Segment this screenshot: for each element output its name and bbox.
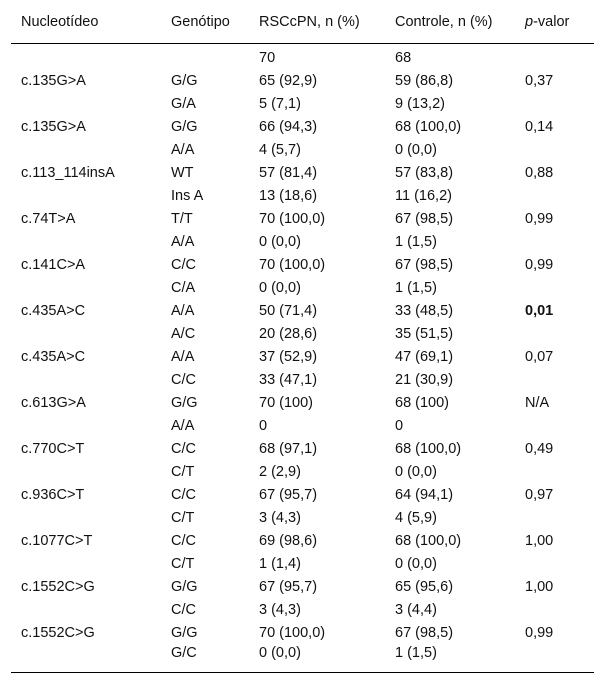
rsccpn-cell: 67 (95,7) <box>259 486 318 503</box>
p-value-cell: 0,07 <box>525 348 554 365</box>
table-row <box>11 437 594 460</box>
genotype-cell: A/A <box>171 233 195 250</box>
nucleotide-cell: c.113_114insA <box>21 164 115 181</box>
control-cell: 68 (100,0) <box>395 532 462 549</box>
genotype-cell: C/C <box>171 486 196 503</box>
table-row <box>11 552 594 575</box>
nucleotide-cell <box>11 92 161 115</box>
control-cell: 35 (51,5) <box>395 325 454 342</box>
header-rsccpn: RSCcPN, n (%) <box>249 0 385 44</box>
header-nucleotide: Nucleotídeo <box>11 0 161 44</box>
p-value-cell <box>515 644 594 673</box>
table-row <box>11 506 594 529</box>
genotype-cell: G/A <box>171 95 196 112</box>
p-value-cell <box>515 184 594 207</box>
nucleotide-cell <box>11 276 161 299</box>
table-row <box>11 138 594 161</box>
control-cell: 1 (1,5) <box>385 644 515 673</box>
nucleotide-cell <box>11 460 161 483</box>
rsccpn-cell: 0 (0,0) <box>259 233 301 250</box>
rsccpn-cell: 0 (0,0) <box>259 279 301 296</box>
control-cell: 3 (4,4) <box>395 601 437 618</box>
table-row <box>11 391 594 414</box>
nucleotide-cell <box>11 368 161 391</box>
rsccpn-cell: 4 (5,7) <box>259 141 301 158</box>
nucleotide-cell <box>11 44 161 70</box>
genotype-table <box>11 0 594 673</box>
header-row <box>11 0 594 44</box>
rsccpn-cell: 65 (92,9) <box>259 72 318 89</box>
genotype-cell: C/T <box>171 463 195 480</box>
genotype-cell: T/T <box>171 210 193 227</box>
genotype-cell: C/C <box>171 256 196 273</box>
control-cell: 57 (83,8) <box>395 164 454 181</box>
table-row <box>11 345 594 368</box>
control-cell: 68 <box>395 49 412 66</box>
control-cell: 11 (16,2) <box>395 187 452 204</box>
control-cell: 64 (94,1) <box>395 486 454 503</box>
rsccpn-cell: 70 (100) <box>259 394 314 411</box>
control-cell: 1 (1,5) <box>395 279 437 296</box>
control-cell: 68 (100,0) <box>395 440 462 457</box>
rsccpn-cell: 1 (1,4) <box>259 555 301 572</box>
p-value-cell <box>515 368 594 391</box>
p-value-cell: 0,99 <box>525 256 554 273</box>
p-value-cell <box>515 276 594 299</box>
nucleotide-cell: c.74T>A <box>21 210 76 227</box>
p-value-cell: 0,99 <box>525 210 554 227</box>
genotype-cell: A/A <box>171 348 195 365</box>
genotype-cell: Ins A <box>171 187 204 204</box>
genotype-cell: C/C <box>171 601 196 618</box>
nucleotide-cell <box>11 322 161 345</box>
rsccpn-cell: 20 (28,6) <box>259 325 318 342</box>
control-cell: 0 <box>395 417 404 434</box>
table-row <box>11 161 594 184</box>
p-value-cell <box>515 92 594 115</box>
rsccpn-cell: 37 (52,9) <box>259 348 318 365</box>
genotype-cell: G/C <box>161 644 249 673</box>
table-row <box>11 44 594 70</box>
header-genotype: Genótipo <box>161 0 249 44</box>
control-cell: 59 (86,8) <box>395 72 454 89</box>
genotype-cell: A/A <box>171 302 195 319</box>
nucleotide-cell: c.1077C>T <box>21 532 93 549</box>
rsccpn-cell: 70 (100,0) <box>259 624 326 641</box>
table-row <box>11 184 594 207</box>
control-cell: 67 (98,5) <box>395 210 454 227</box>
table-row <box>11 69 594 92</box>
nucleotide-cell <box>11 184 161 207</box>
table-row <box>11 460 594 483</box>
nucleotide-cell <box>11 230 161 253</box>
table-row <box>11 276 594 299</box>
genotype-cell: C/C <box>171 440 196 457</box>
results-table-container <box>11 0 594 673</box>
rsccpn-cell: 69 (98,6) <box>259 532 318 549</box>
control-cell: 0 (0,0) <box>395 141 437 158</box>
nucleotide-cell: c.1552C>G <box>21 578 95 595</box>
header-control: Controle, n (%) <box>385 0 515 44</box>
p-value-cell: 1,00 <box>525 578 554 595</box>
nucleotide-cell: c.141C>A <box>21 256 86 273</box>
nucleotide-cell <box>11 506 161 529</box>
rsccpn-cell: 33 (47,1) <box>259 371 318 388</box>
table-row <box>11 644 594 673</box>
table-row <box>11 207 594 230</box>
table-row <box>11 621 594 644</box>
nucleotide-cell: c.613G>A <box>21 394 86 411</box>
nucleotide-cell: c.770C>T <box>21 440 85 457</box>
genotype-cell <box>161 44 249 70</box>
genotype-cell: C/C <box>171 532 196 549</box>
nucleotide-cell: c.435A>C <box>21 348 86 365</box>
nucleotide-cell: c.135G>A <box>21 118 86 135</box>
genotype-cell: C/C <box>171 371 196 388</box>
rsccpn-cell: 0 <box>259 417 268 434</box>
table-row <box>11 92 594 115</box>
control-cell: 68 (100,0) <box>395 118 462 135</box>
genotype-cell: G/G <box>171 624 198 641</box>
p-value-cell <box>515 414 594 437</box>
control-cell: 67 (98,5) <box>395 624 454 641</box>
control-cell: 4 (5,9) <box>395 509 437 526</box>
p-value-cell: 0,37 <box>525 72 554 89</box>
nucleotide-cell <box>11 552 161 575</box>
rsccpn-cell: 2 (2,9) <box>259 463 301 480</box>
rsccpn-cell: 50 (71,4) <box>259 302 318 319</box>
p-value-cell: 0,49 <box>525 440 554 457</box>
table-row <box>11 483 594 506</box>
rsccpn-cell: 67 (95,7) <box>259 578 318 595</box>
genotype-cell: C/T <box>171 555 195 572</box>
control-cell: 21 (30,9) <box>395 371 454 388</box>
table-row <box>11 115 594 138</box>
control-cell: 9 (13,2) <box>395 95 445 112</box>
p-value-cell <box>515 552 594 575</box>
p-value-cell: N/A <box>525 394 550 411</box>
genotype-cell: A/C <box>171 325 196 342</box>
p-value-cell: 0,88 <box>525 164 554 181</box>
p-value-cell <box>515 138 594 161</box>
table-row <box>11 598 594 621</box>
nucleotide-cell: c.1552C>G <box>21 624 95 641</box>
rsccpn-cell: 13 (18,6) <box>259 187 318 204</box>
table-row <box>11 230 594 253</box>
control-cell: 68 (100) <box>395 394 450 411</box>
control-cell: 1 (1,5) <box>395 233 437 250</box>
nucleotide-cell: c.135G>A <box>21 72 86 89</box>
table-row <box>11 414 594 437</box>
nucleotide-cell <box>11 414 161 437</box>
table-body <box>11 44 594 673</box>
p-value-cell <box>515 230 594 253</box>
header-p-italic: p <box>525 13 534 30</box>
genotype-cell: C/T <box>171 509 195 526</box>
control-cell: 67 (98,5) <box>395 256 454 273</box>
control-cell: 0 (0,0) <box>395 555 437 572</box>
p-value-cell: 0,14 <box>525 118 554 135</box>
table-row <box>11 253 594 276</box>
genotype-cell: WT <box>171 164 194 181</box>
control-cell: 0 (0,0) <box>395 463 437 480</box>
table-row <box>11 322 594 345</box>
genotype-cell: G/G <box>171 578 198 595</box>
genotype-cell: G/G <box>171 394 198 411</box>
genotype-cell: G/G <box>171 118 198 135</box>
control-cell: 47 (69,1) <box>395 348 454 365</box>
rsccpn-cell: 70 <box>259 49 276 66</box>
p-value-cell: 0,01 <box>525 302 554 319</box>
p-value-cell <box>515 460 594 483</box>
rsccpn-cell: 66 (94,3) <box>259 118 318 135</box>
rsccpn-cell: 68 (97,1) <box>259 440 318 457</box>
rsccpn-cell: 3 (4,3) <box>259 509 301 526</box>
table-row <box>11 529 594 552</box>
control-cell: 33 (48,5) <box>395 302 454 319</box>
rsccpn-cell: 70 (100,0) <box>259 256 326 273</box>
rsccpn-cell: 3 (4,3) <box>259 601 301 618</box>
genotype-cell: A/A <box>171 417 195 434</box>
rsccpn-cell: 5 (7,1) <box>259 95 301 112</box>
control-cell: 65 (95,6) <box>395 578 454 595</box>
header-p-rest: -valor <box>533 13 570 30</box>
p-value-cell <box>515 598 594 621</box>
nucleotide-cell <box>11 644 161 673</box>
nucleotide-cell: c.435A>C <box>21 302 86 319</box>
p-value-cell: 1,00 <box>525 532 554 549</box>
genotype-cell: C/A <box>171 279 196 296</box>
p-value-cell <box>515 506 594 529</box>
table-row <box>11 575 594 598</box>
genotype-cell: G/G <box>171 72 198 89</box>
rsccpn-cell: 57 (81,4) <box>259 164 318 181</box>
table-row <box>11 299 594 322</box>
rsccpn-cell: 0 (0,0) <box>249 644 385 673</box>
p-value-cell <box>515 44 594 70</box>
table-row <box>11 368 594 391</box>
p-value-cell: 0,97 <box>525 486 554 503</box>
p-value-cell <box>515 322 594 345</box>
p-value-cell: 0,99 <box>525 624 554 641</box>
rsccpn-cell: 70 (100,0) <box>259 210 326 227</box>
genotype-cell: A/A <box>171 141 195 158</box>
header-p-value <box>515 0 594 44</box>
nucleotide-cell <box>11 138 161 161</box>
nucleotide-cell <box>11 598 161 621</box>
nucleotide-cell: c.936C>T <box>21 486 85 503</box>
